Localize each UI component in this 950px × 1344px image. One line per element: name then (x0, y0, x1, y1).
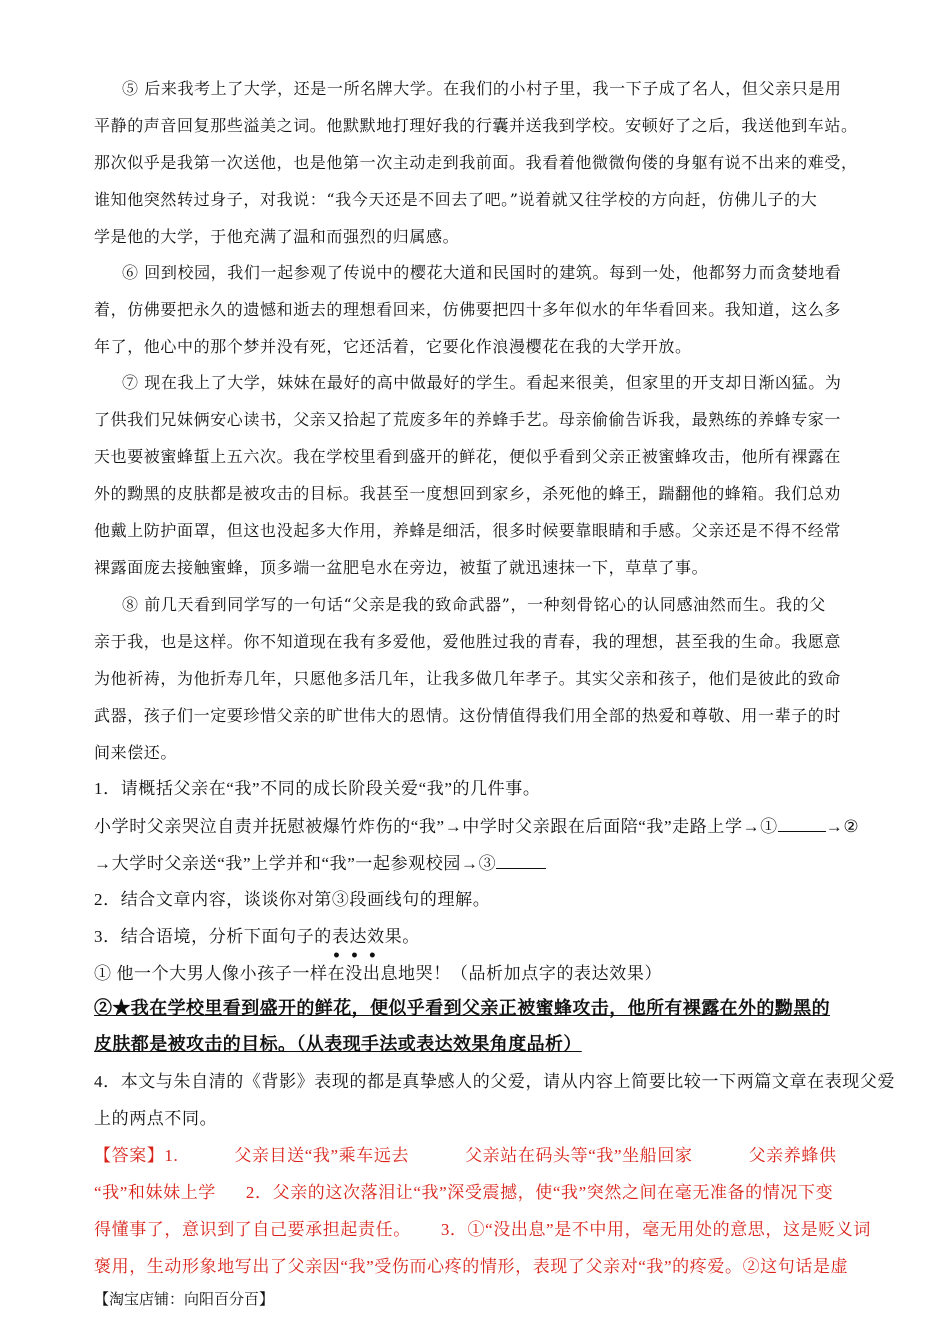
p6-line: 着，仿佛要把永久的遗憾和逝去的理想看回来，仿佛要把四十多年似水的年华看回来。我知道，这么多 (94, 300, 842, 319)
question-2: 2．结合文章内容，谈谈你对第③段画线句的理解。 (94, 890, 491, 909)
p5-line: ⑤ 后来我考上了大学，还是一所名牌大学。在我们的小村子里，我一下子成了名人，但父亲只是用 (122, 79, 842, 98)
q1-chain-text: 小学时父亲哭泣自责并抚慰被爆竹炸伤的“我”→中学时父亲跟在后面陪“我”走路上学→① (94, 817, 778, 836)
p8-line: 亲于我，也是这样。你不知道现在我有多爱他，爱他胜过我的青春，我的理想，甚至我的生命。我愿意 (94, 632, 842, 651)
answer-item-3: 父亲养蜂供 (748, 1146, 837, 1165)
question-4-line2: 上的两点不同。 (94, 1109, 218, 1128)
answer-label: 【答案】1. (94, 1146, 179, 1165)
question-3-sentence-1: ① 他一个大男人像小孩子一样在没出息地哭！（品析加点字的表达效果） (94, 964, 663, 983)
question-3: 3．结合语境，分析下面句子的表达效果。 (94, 927, 420, 946)
answer-2: 2．父亲的这次落泪让“我”深受震撼，使“我”突然之间在毫无准备的情况下变 (245, 1183, 834, 1202)
answer-blank-3[interactable] (496, 852, 546, 869)
p8-line: 为他祈祷，为他折寿几年，只愿他多活几年，让我多做几年孝子。其实父亲和孩子，他们是彼此的致命 (94, 669, 842, 688)
p5-line: 学是他的大学，于他充满了温和而强烈的归属感。 (94, 227, 460, 246)
p6-line: ⑥ 回到校园，我们一起参观了传说中的樱花大道和民国时的建筑。每到一处，他都努力而贪婪地看 (122, 263, 842, 282)
question-3-sentence-2-line2: 皮肤都是被攻击的目标。（从表现手法或表达效果角度品析） (94, 1034, 582, 1055)
p5-line: 谁知他突然转过身子，对我说：“我今天还是不回去了吧。”说着就又往学校的方向赶，仿佛儿子的大 (94, 190, 818, 209)
question-3-sentence-2-line1: ②★我在学校里看到盛开的鲜花，便似乎看到父亲正被蜜蜂攻击，他所有裸露在外的黝黑的 (94, 998, 830, 1019)
q1-chain-arrow: →② (825, 817, 860, 836)
p7-line: 裸露面庞去接触蜜蜂，顶多端一盆肥皂水在旁边，被蜇了就迅速抹一下，草草了事。 (94, 558, 709, 577)
question-1-chain-line2 (94, 852, 854, 875)
p7-line: 天也要被蜜蜂蜇上五六次。我在学校里看到盛开的鲜花，便似乎看到父亲正被蜜蜂攻击，他所有裸露在 (94, 447, 842, 466)
p8-line: ⑧ 前几天看到同学写的一句话“父亲是我的致命武器”，一种刻骨铭心的认同感油然而生。我的父 (122, 595, 826, 614)
p7-line: 外的黝黑的皮肤都是被攻击的目标。我甚至一度想回到家乡，杀死他的蜂王，踹翻他的蜂箱。我们总劝 (94, 484, 842, 503)
answer-3: 3．①“没出息”是不中用，毫无用处的意思，这是贬义词 (440, 1220, 872, 1239)
p7-line: ⑦ 现在我上了大学，妹妹在最好的高中做最好的学生。看起来很美，但家里的开支却日渐凶猛。为 (122, 373, 842, 392)
question-4-line1: 4．本文与朱自清的《背影》表现的都是真挚感人的父爱，请从内容上简要比较一下两篇文章在表现父爱 (94, 1072, 896, 1091)
answer-line1 (94, 1145, 854, 1167)
p8-line: 间来偿还。 (94, 743, 178, 762)
p7-line: 他戴上防护面罩，但这也没起多大作用，养蜂是细活，很多时候要靠眼睛和手感。父亲还是不得不经常 (94, 521, 842, 540)
question-1: 1．请概括父亲在“我”不同的成长阶段关爱“我”的几件事。 (94, 779, 541, 798)
answer-item-2: 父亲站在码头等“我”坐船回家 (465, 1146, 693, 1165)
answer-item-1: 父亲目送“我”乘车远去 (234, 1146, 410, 1165)
answer-line2 (94, 1182, 854, 1204)
answer-line3 (94, 1219, 872, 1241)
footer-shop: 【淘宝店铺：向阳百分百】 (94, 1292, 275, 1308)
emphasis-dots: ••• (332, 948, 386, 964)
p6-line: 年了，他心中的那个梦并没有死，它还活着，它要化作浪漫樱花在我的大学开放。 (94, 337, 692, 356)
answer-line4: 褒用，生动形象地写出了父亲因“我”受伤而心疼的情形，表现了父亲对“我”的疼爱。②这句话是虚 (94, 1257, 849, 1276)
answer-item-3-end: “我”和妹妹上学 (94, 1183, 216, 1202)
p5-line: 那次似乎是我第一次送他，也是他第一次主动走到我前面。我看着他微微佝偻的身躯有说不出来的难受， (94, 153, 858, 172)
answer-2-end: 得懂事了，意识到了自己要承担起责任。 (94, 1220, 411, 1239)
p8-line: 武器，孩子们一定要珍惜父亲的旷世伟大的恩情。这份情值得我们用全部的热爱和尊敬、用一辈子的时 (94, 706, 842, 725)
p5-line: 平静的声音回复那些溢美之词。他默默地打理好我的行囊并送我到学校。安顿好了之后，我送他到车站。 (94, 116, 858, 135)
q1-chain-text: →大学时父亲送“我”上学并和“我”一起参观校园→③ (94, 854, 497, 873)
p7-line: 了供我们兄妹俩安心读书，父亲又拾起了荒废多年的养蜂手艺。母亲偷偷告诉我，最熟练的养蜂专家一 (94, 410, 842, 429)
answer-blank-1[interactable] (778, 815, 826, 832)
question-1-chain-line1 (94, 815, 860, 838)
